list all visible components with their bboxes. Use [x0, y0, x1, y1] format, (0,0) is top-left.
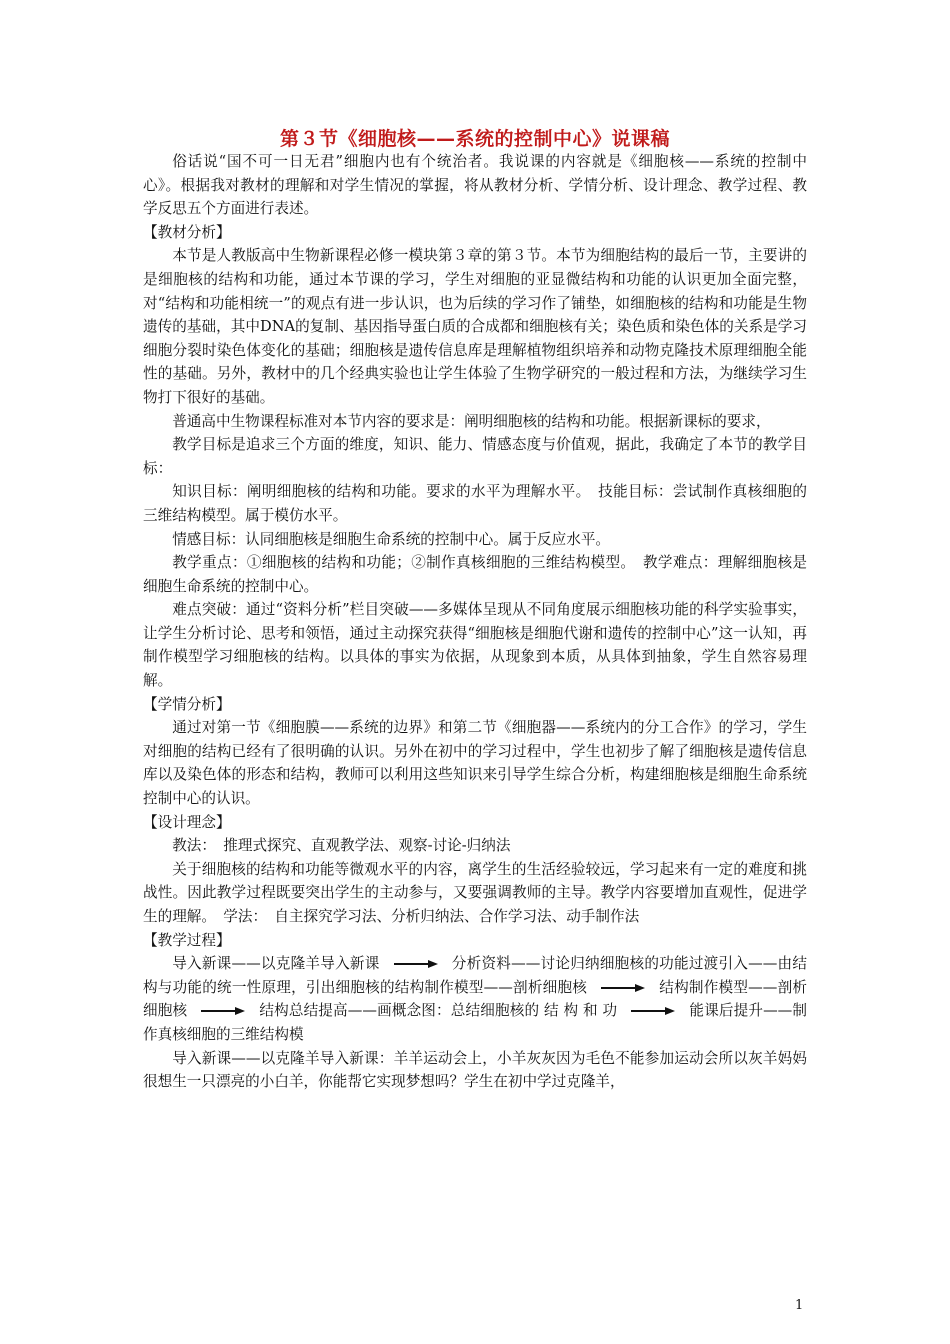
flow-step: 结构制作模型——剖析细胞核 [143, 978, 807, 1020]
page-number: 1 [795, 1298, 804, 1313]
section-heading-student-analysis: 【学情分析】 [143, 695, 231, 713]
arrow-right-icon [201, 1006, 245, 1016]
paragraph: 通过对第一节《细胞膜——系统的边界》和第二节《细胞器——系统内的分工合作》的学习，学生对细胞的结构已经有了很明确的认识。另外在初中的学习过程中，学生也初步了解了细胞核是遗传信息库以及染色体的形态和结构，教师可以利用这些知识来引导学生综合分析，构建细胞核是细胞生命系统控制中心的认识。 [143, 719, 807, 808]
paragraph: 教法： 推理式探究、直观教学法、观察-讨论-归纳法 [172, 837, 511, 855]
flow-step: 能课后提升——制作真核细胞的三维结构模 [143, 1002, 807, 1043]
paragraph: 知识目标：阐明细胞核的结构和功能。要求的水平为理解水平。 技能目标：尝试制作真核细胞的三维结构模型。属于模仿水平。 [143, 483, 807, 524]
paragraph: 普通高中生物课程标准对本节内容的要求是：阐明细胞核的结构和功能。根据新课标的要求， [172, 412, 771, 430]
intro-paragraph: 俗话说“国不可一日无君”细胞内也有个统治者。我说课的内容就是《细胞核——系统的控制中心》。根据我对教材的理解和对学生情况的掌握，将从教材分析、学情分析、设计理念、教学过程、教学反思五个方面进行表述。 [143, 153, 807, 218]
document-body [143, 150, 807, 1094]
paragraph: 难点突破：通过“资料分析”栏目突破——多媒体呈现从不同角度展示细胞核功能的科学实验事实，让学生分析讨论、思考和领悟，通过主动探究获得“细胞核是细胞代谢和遗传的控制中心”这一认知，再制作模型学习细胞核的结构。以具体的事实为依据，从现象到本质，从具体到抽象，学生自然容易理解。 [143, 601, 807, 690]
arrow-right-icon [394, 959, 438, 969]
flow-step: 结构总结提高——画概念图：总结细胞核的 结 构 和 功 [259, 1002, 618, 1020]
paragraph: 导入新课——以克隆羊导入新课：羊羊运动会上，小羊灰灰因为毛色不能参加运动会所以灰羊妈妈很想生一只漂亮的小白羊，你能帮它实现梦想吗？学生在初中学过克隆羊， [143, 1049, 807, 1091]
arrow-right-icon [601, 983, 645, 993]
paragraph: 本节是人教版高中生物新课程必修一模块第３章的第３节。本节为细胞结构的最后一节，主要讲的是细胞核的结构和功能，通过本节课的学习，学生对细胞的亚显微结构和功能的认识更加全面完整，对“结构和功能相统一”的观点有进一步认识，也为后续的学习作了铺垫，如细胞核的结构和功能是生物遗传的基础，其中DNA的复制、基因指导蛋白质的合成都和细胞核有关；染色质和染色体的关系是学习细胞分裂时染色体变化的基础；细胞核是遗传信息库是理解植物组织培养和动物克隆技术原理细胞全能性的基础。另外，教材中的几个经典实验也让学生体验了生物学研究的一般过程和方法，为继续学习生物打下很好的基础。 [143, 247, 807, 406]
section-heading-design-concept: 【设计理念】 [143, 813, 231, 831]
paragraph: 关于细胞核的结构和功能等微观水平的内容，离学生的生活经验较远，学习起来有一定的难度和挑战性。因此教学过程既要突出学生的主动参与，又要强调教师的主导。教学内容要增加直观性，促进学生的理解。 学法： 自主探究学习法、分析归纳法、合作学习法、动手制作法 [143, 860, 807, 925]
section-heading-textbook-analysis: 【教材分析】 [143, 223, 231, 241]
flow-step: 导入新课——以克隆羊导入新课 [172, 955, 380, 973]
section-heading-teaching-process: 【教学过程】 [143, 931, 231, 949]
paragraph: 教学重点：①细胞核的结构和功能；②制作真核细胞的三维结构模型。 教学难点：理解细胞核是细胞生命系统的控制中心。 [143, 554, 807, 595]
arrow-right-icon [631, 1006, 675, 1016]
teaching-flow [143, 952, 807, 1046]
document-title: 第３节《细胞核——系统的控制中心》说课稿 [279, 128, 670, 150]
flow-step: 分析资料——讨论归纳细胞核的功能过渡引入——由结构与功能的统一性原理，引出细胞核的结构制作模型——剖析细胞核 [143, 955, 807, 996]
paragraph: 情感目标：认同细胞核是细胞生命系统的控制中心。属于反应水平。 [172, 530, 611, 548]
paragraph: 教学目标是追求三个方面的维度，知识、能力、情感态度与价值观，据此，我确定了本节的教学目标： [143, 436, 807, 477]
